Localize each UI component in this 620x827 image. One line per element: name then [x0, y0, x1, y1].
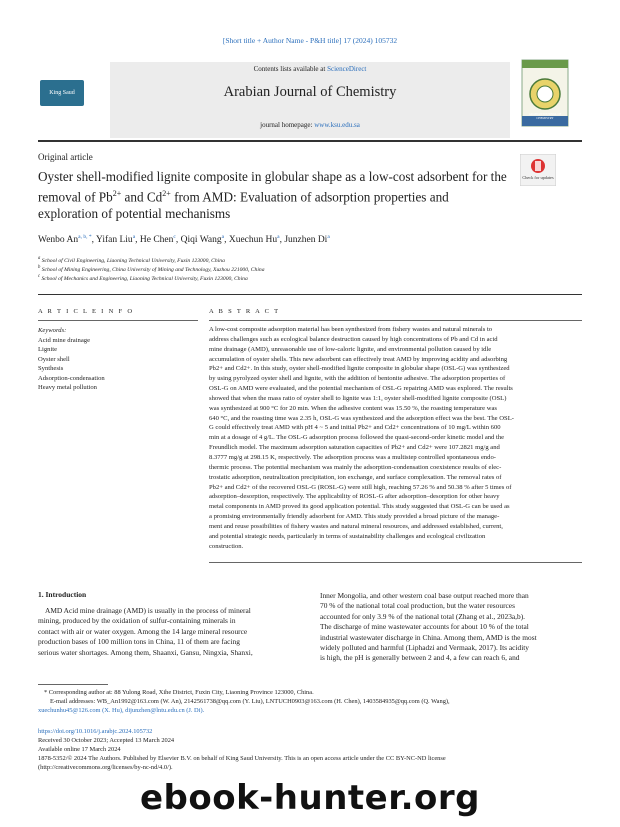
affiliation-c: $^c$ School of Mechanics and Engineering, Liaoning Technical University, Fuxin 123000, China: [38, 274, 248, 282]
keywords-label: Keywords:: [38, 327, 67, 334]
doi-link[interactable]: https://doi.org/10.1016/j.arabjc.2024.105732: [38, 728, 153, 735]
contents-available: [110, 65, 510, 73]
info-rule: [38, 320, 198, 321]
author[interactable]: Qiqi Wang$^a$: [180, 234, 225, 246]
license-url: (http://creativecommons.org/licenses/by-nc-nd/4.0/).: [38, 764, 173, 771]
keyword: Synthesis: [38, 365, 64, 372]
abstract-line: accumulation of oyster shells. This new adsorbent can effectively treat AMD by improving acidity and adsorbing: [209, 355, 508, 363]
check-for-updates-label[interactable]: Check for updates: [522, 175, 554, 180]
article-info-heading: A R T I C L E I N F O: [38, 308, 134, 315]
author[interactable]: Yifan Liu$^a$: [96, 234, 136, 246]
abstract-heading: A B S T R A C T: [209, 308, 280, 315]
keyword: Oyster shell: [38, 355, 70, 363]
watermark: ebook-hunter.org: [139, 778, 481, 818]
abstract-line: ment and reuse possibilities of fishery wastes and natural mineral resources, and addressed established, current,: [209, 522, 503, 530]
publisher-logo: [40, 80, 84, 122]
body-line: mining, produced by the oxidation of sulfur-containing minerals in: [38, 616, 236, 626]
running-header-reference[interactable]: [Short title + Author Name - P&H title] 17 (2024) 105732: [222, 36, 398, 45]
intro-left-column: [38, 606, 300, 658]
available-online: Available online 17 March 2024: [38, 746, 121, 753]
section-heading-introduction: 1. Introduction: [38, 590, 87, 599]
homepage-prefix: journal homepage:: [260, 121, 315, 129]
abstract-line: metal components in AMD proved its good application potential. This study suggested that OSL-G can be used as: [209, 503, 510, 511]
abstract-line: address challenges such as ecological balance destruction caused by high concentrations of Pb and Cd in acid: [209, 335, 498, 343]
header-rule: [38, 140, 582, 142]
title-part-3: from AMD: Evaluation of adsorption properties and exploration of potential mechanisms: [38, 189, 449, 222]
affiliation-a: $^a$ School of Civil Engineering, Liaoning Technical University, Fuxin 123000, China: [38, 256, 225, 264]
journal-homepage: [110, 121, 510, 129]
abstract-rule: [209, 320, 582, 321]
abstract-line: was synthesized at 900 °C for 20 min. When the adhesive content was 15.50 %, the roasting temperature was: [209, 404, 497, 412]
affiliation-rule: [38, 294, 582, 295]
body-line: industrial wastewater discharge in China. Among them, AMD is the most: [320, 632, 537, 642]
body-line: 70 % of the national total coal production, but the water resources: [320, 601, 515, 611]
abstract-end-rule: [209, 562, 582, 563]
license-text: 1878-5352/© 2024 The Authors. Published by Elsevier B.V. on behalf of King Saud University. This is an open access article under the CC BY-NC-ND license: [38, 755, 446, 762]
keyword: Heavy metal pollution: [38, 384, 97, 391]
abstract-line: A low-cost composite adsorption material has been synthesized from fishery wastes and natural minerals to: [209, 326, 493, 333]
body-line: widely polluted and harmful (Liphadzi and Vermaak, 2017). Its acidity: [320, 643, 530, 653]
abstract-line: showed that when the mass ratio of oyster shell to lignite was 1:1, oyster shell-modified lignite composite (OSL): [209, 394, 507, 402]
footnote-rule: [38, 684, 108, 685]
body-line: is high, the pH is generally between 2 and 4, a few can reach 6, and: [320, 653, 520, 663]
abstract-line: 8.3777 mg/g at 298.15 K, respectively. The adsorption process was a multistep controlled spontaneous endo-: [209, 453, 496, 461]
abstract-line: min at a dosage of 4 g/L. The OSL-G adsorption process followed the quasi-second-order kinetic model and the: [209, 434, 505, 442]
title-part-2: and Cd: [121, 189, 163, 205]
homepage-link[interactable]: www.ksu.edu.sa: [314, 121, 360, 129]
article-title: [38, 168, 508, 222]
sciencedirect-link[interactable]: ScienceDirect: [327, 65, 367, 73]
abstract-line: thermic process. The potential mechanism was mainly the adsorption-condensation coexistence results of elec-: [209, 463, 502, 471]
intro-right-column: [320, 591, 582, 664]
abstract-line: mine drainage (AMD), unreasonable use of low-caloric lignite, and environmental pollution caused by idle: [209, 345, 492, 353]
abstract-line: trostatic adsorption, neutralization precipitation, ion exchange, and surface complexation. The removal rates of: [209, 473, 502, 481]
title-part-1: Oyster shell-modified lignite composite in globular shape as a low-cost adsorbent for the removal of Pb: [38, 169, 507, 205]
abstract-line: construction.: [209, 542, 244, 550]
keyword: Lignite: [38, 346, 58, 353]
body-line: The discharge of mine wastewater accounts for about 10 % of the total: [320, 622, 529, 632]
article-type: Original article: [38, 152, 93, 162]
publisher-logo-text: King Saud University: [49, 90, 75, 122]
abstract-line: adsorption–desorption, respectively. The applicability of ROSL-G after adsorption–desorption for other heavy: [209, 493, 500, 501]
title-sup-2: 2+: [162, 189, 171, 198]
affiliation-b: $^b$ School of Mining Engineering, China University of Mining and Technology, Xuzhou 221000, China: [38, 265, 265, 273]
body-line: serious water shortages. Among them, Shaanxi, Gansu, Ningxia, Shanxi,: [38, 647, 253, 657]
body-line: accounted for only 3.9 % of the national total (Zhang et al., 2023a,b).: [320, 611, 526, 621]
author[interactable]: Wenbo $An^{a, b, *}$: [38, 234, 92, 246]
abstract-line: a promising environmentally friendly adsorbent for AMD. This study provided a broad picture of the manage-: [209, 513, 500, 521]
footnotes: [38, 688, 582, 715]
abstract-line: Pb2+ and Cd2+. In this study, oyster shell-modified lignite composite in globular shape (OSL-G) was synthesized: [209, 365, 510, 373]
abstract-line: Freundlich model. The maximum adsorption saturation capacities of Pb2+ and Cd2+ were 107.2821 mg/g and: [209, 444, 500, 452]
corresponding-author-note: * Corresponding author at: 88 Yulong Road, Xihe District, Fuxin City, Liaoning Province 123000, China.: [44, 689, 314, 696]
received-dates: Received 30 October 2023; Accepted 13 March 2024: [38, 737, 175, 744]
email-addresses-cont: xuechunhu45@126.com (X. Hu), dijunzhen@lntu.edu.cn (J. Di).: [38, 707, 205, 714]
check-for-updates-icon[interactable]: [520, 154, 556, 186]
article-metadata: [38, 727, 582, 772]
journal-title: Arabian Journal of Chemistry: [223, 84, 397, 100]
keyword: Adsorption-condensation: [38, 374, 105, 382]
body-line: contact with air or water oxygen. Among the 14 large mineral resource: [38, 626, 248, 636]
body-line: Inner Mongolia, and other western coal base output reached more than: [320, 591, 529, 600]
abstract-line: OSL-G on AMD were evaluated, and the potential mechanism of OSL-G repairing AMD was explored. The results: [209, 385, 513, 393]
abstract-line: Pb2+ and Cd2+ of the recovered OSL-G (ROSL-G) were still high, reaching 57.26 % and 50.38 % after 5 times of: [209, 483, 512, 491]
author[interactable]: Junzhen Di$^a$: [284, 234, 330, 246]
abstract-line: by using pyrolyzed oyster shell and lignite, with the addition of bentonite adhesive. The adsorption properties of: [209, 375, 506, 383]
abstract-body: [209, 325, 581, 551]
abstract-line: 640 °C, and the roasting time was 2.35 h, OSL-G was synthesized and the adsorption effect was the best. The OSL-: [209, 414, 514, 422]
keyword: Acid mine drainage: [38, 336, 90, 344]
abstract-line: G could effectively treat AMD with pH 4 ~ 5 and initial Pb2+ and Cd2+ concentrations of 10 mg/L within 600: [209, 424, 501, 432]
author[interactable]: He Chen$^c$: [139, 234, 176, 246]
contents-prefix: Contents lists available at: [253, 65, 328, 73]
title-sup-1: 2+: [112, 189, 122, 198]
body-line: production bases of 100 million tons in China, 11 of them are facing: [38, 637, 240, 647]
author-list: Wenbo $An^{a, b, *}$, Yifan Liu$^a$, He Chen$^c$, Qiqi Wang$^a$, Xuechun Hu$^a$, Junzhen Di$^a$: [38, 234, 330, 246]
cover-logo-label: ARABIAN JOURNAL OF CHEMISTRY: [528, 112, 562, 120]
author[interactable]: Xuechun Hu$^a$: [228, 234, 280, 246]
abstract-line: and potential strategic needs, particularly in terms of sustainability challenges and ecological civilization: [209, 532, 486, 540]
email-addresses: E-mail addresses: WB_An1992@163.com (W. An), 2142561738@qq.com (Y. Liu), LNTUCH0903@163.com (H. Chen), 1403584935@qq.com (Q. Wang),: [50, 698, 450, 705]
body-line: AMD Acid mine drainage (AMD) is usually in the process of mineral: [38, 606, 251, 615]
